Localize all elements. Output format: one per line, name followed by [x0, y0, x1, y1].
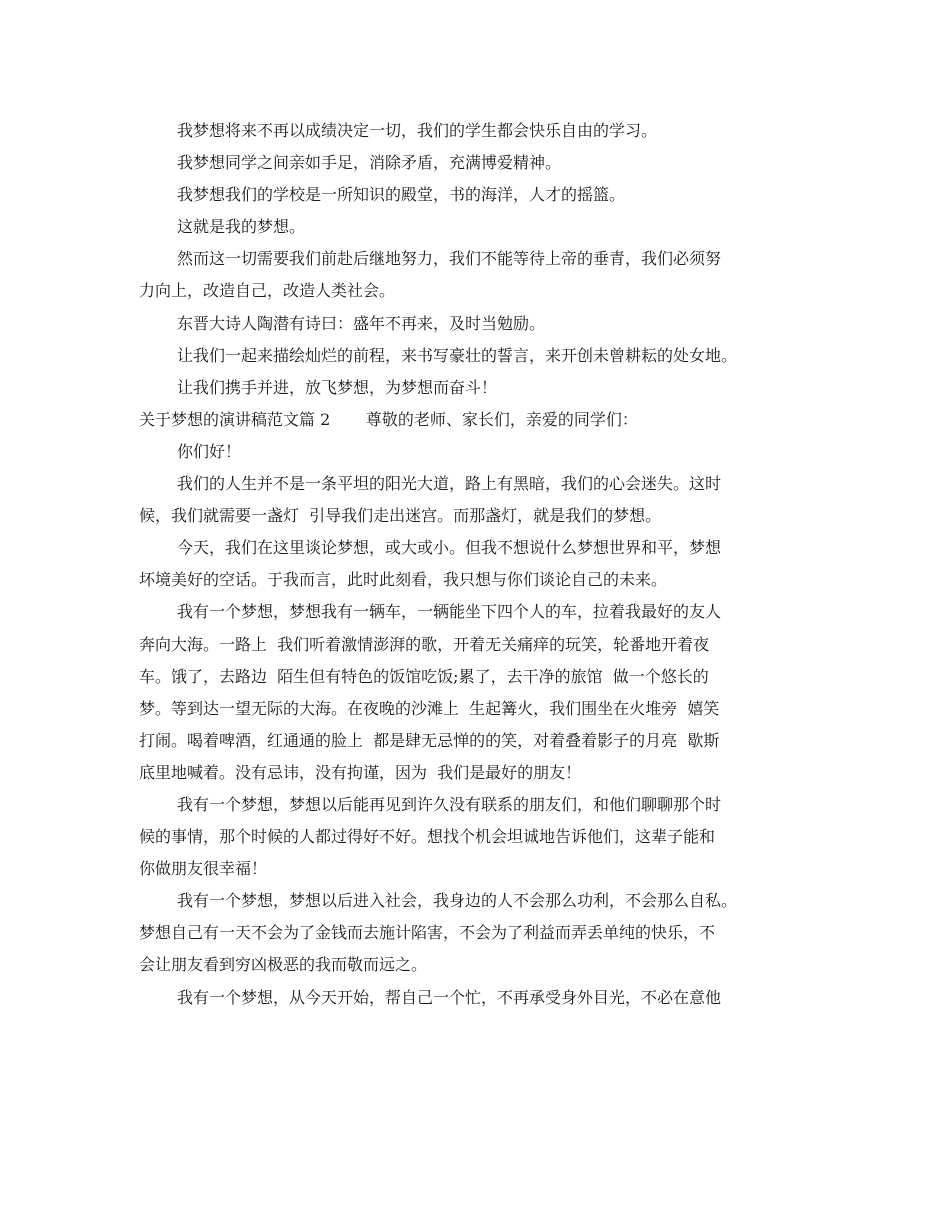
paragraph-line: 东晋大诗人陶潜有诗曰：盛年不再来，及时当勉励。 — [177, 313, 546, 333]
paragraph-line: 你们好！ — [177, 441, 242, 461]
paragraph-line: 我梦想将来不再以成绩决定一切，我们的学生都会快乐自由的学习。 — [177, 121, 658, 140]
paragraph-line: 我梦想我们的学校是一所知识的殿堂，书的海洋，人才的摇篮。 — [177, 185, 626, 205]
paragraph-line: 我们的人生并不是一条平坦的阳光大道，路上有黑暗，我们的心会迷失。这时 — [177, 474, 722, 494]
paragraph-line: 我有一个梦想，从今天开始，帮自己一个忙，不再承受身外目光，不必在意他 — [177, 987, 722, 1007]
paragraph-line: 力向上，改造自己，改造人类社会。 — [139, 281, 396, 301]
paragraph-line: 你做朋友很幸福！ — [139, 859, 268, 879]
paragraph-line: 我有一个梦想，梦想以后进入社会，我身边的人不会那么功利，不会那么自私。 — [177, 891, 738, 911]
section-heading-line: 关于梦想的演讲稿范文篇 2 尊敬的老师、家长们，亲爱的同学们： — [139, 409, 638, 429]
paragraph-line: 让我们携手并进，放飞梦想，为梦想而奋斗！ — [177, 377, 498, 397]
paragraph-line: 这就是我的梦想。 — [177, 217, 306, 237]
paragraph-line: 梦想自己有一天不会为了金钱而去施计陷害，不会为了利益而弄丢单纯的快乐，不 — [139, 923, 716, 943]
paragraph-line: 候，我们就需要一盏灯 引导我们走出迷宫。而那盏灯，就是我们的梦想。 — [139, 506, 662, 526]
document-body — [139, 115, 819, 1014]
paragraph-line: 坏境美好的空话。于我而言，此时此刻看，我只想与你们谈论自己的未来。 — [139, 570, 668, 590]
paragraph-line: 梦。等到达一望无际的大海。在夜晚的沙滩上 生起篝火，我们围坐在火堆旁 嬉笑 — [139, 698, 720, 718]
paragraph-line: 我有一个梦想，梦想我有一辆车，一辆能坐下四个人的车，拉着我最好的友人 — [177, 602, 722, 622]
paragraph-line: 奔向大海。一路上 我们听着激情澎湃的歌，开着无关痛痒的玩笑，轮番地开着夜 — [139, 634, 710, 654]
paragraph-line: 我有一个梦想，梦想以后能再见到许久没有联系的朋友们，和他们聊聊那个时 — [177, 794, 722, 814]
paragraph-line: 让我们一起来描绘灿烂的前程，来书写豪壮的誓言，来开创未曾耕耘的处女地。 — [177, 345, 738, 365]
paragraph-line: 会让朋友看到穷凶极恶的我而敬而远之。 — [139, 955, 428, 975]
paragraph-line: 然而这一切需要我们前赴后继地努力，我们不能等待上帝的垂青，我们必须努 — [177, 249, 722, 269]
paragraph-line: 候的事情，那个时候的人都过得好不好。想找个机会坦诚地告诉他们，这辈子能和 — [139, 827, 716, 847]
paragraph-line: 打闹。喝着啤酒，红通通的脸上 都是肆无忌惮的的笑，对着叠着影子的月亮 歇斯 — [139, 730, 720, 750]
paragraph-line: 我梦想同学之间亲如手足，消除矛盾，充满博爱精神。 — [177, 153, 562, 173]
paragraph-line: 底里地喊着。没有忌讳，没有拘谨，因为 我们是最好的朋友！ — [139, 762, 582, 782]
paragraph-line: 车。饿了，去路边 陌生但有特色的饭馆吃饭;累了，去干净的旅馆 做一个悠长的 — [139, 666, 709, 686]
paragraph-line: 今天，我们在这里谈论梦想，或大或小。但我不想说什么梦想世界和平，梦想 — [177, 538, 722, 558]
